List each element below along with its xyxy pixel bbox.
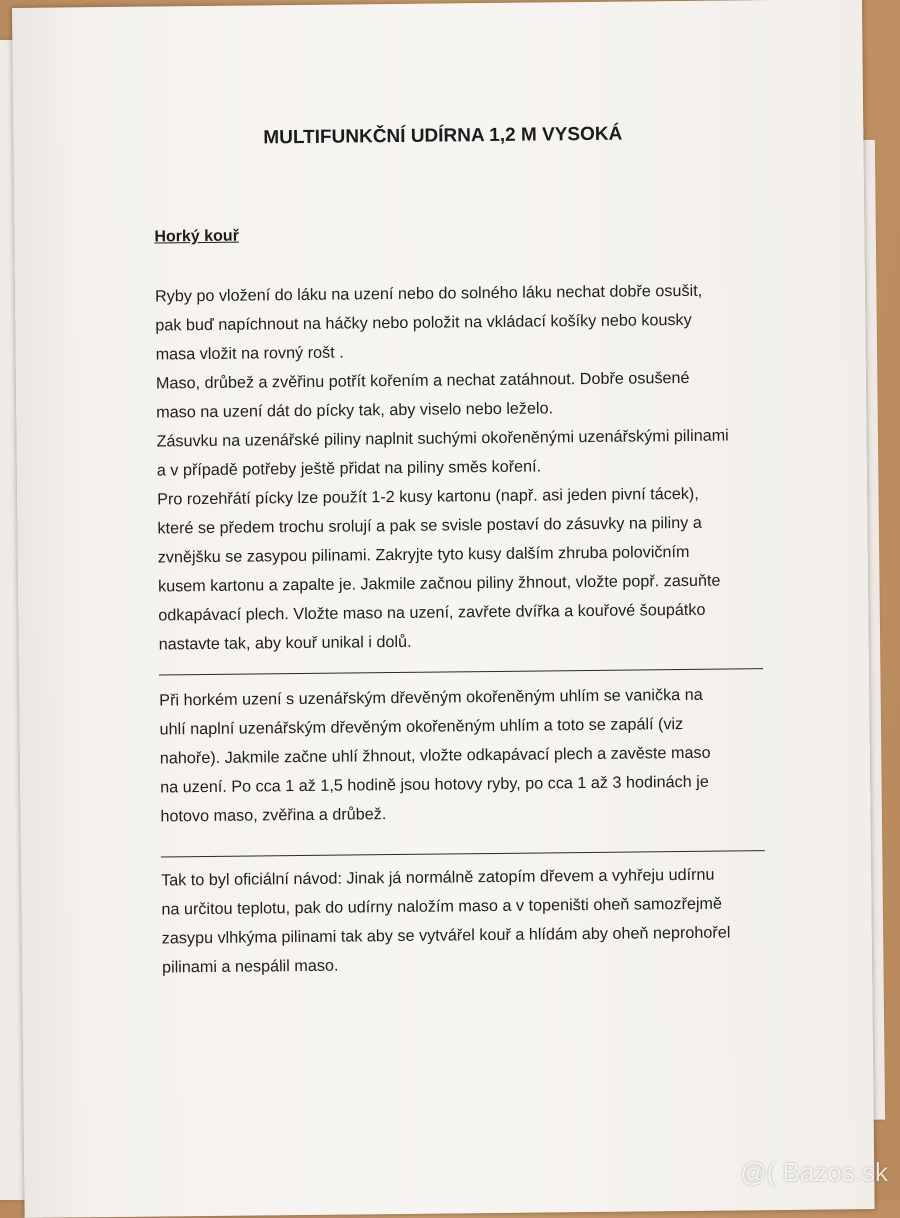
text-line: Zásuvku na uzenářské piliny naplnit suchými okořeněnými uzenářskými pilinami — [156, 426, 729, 451]
text-line: a v případě potřeby ještě přidat na piliny směs koření. — [156, 457, 542, 480]
text-line: Tak to byl oficiální návod: Jinak já normálně zatopím dřevem a vyhřeju udírnu — [161, 865, 715, 890]
text-line: odkapávací plech. Vložte maso na uzení, zavřete dvířka a kouřové šoupátko — [158, 600, 706, 625]
paragraph-instructions — [155, 276, 759, 659]
text-line: na určitou teplotu, pak do udírny naložím maso a v topeništi oheň samozřejmě — [161, 894, 723, 919]
text-line: kusem kartonu a zapalte je. Jakmile začnou piliny žhnout, vložte popř. zasuňte — [157, 571, 721, 596]
text-line: nahoře). Jakmile začne uhlí žhnout, vložte odkapávací plech a zavěste maso — [159, 743, 711, 768]
paragraph-charcoal — [159, 680, 760, 831]
text-line: pak buď napíchnout na háčky nebo položit na vkládací košíky nebo kousky — [155, 310, 692, 335]
paragraph-personal-note — [161, 860, 762, 982]
horizontal-rule — [159, 668, 763, 675]
text-line: hotovo maso, zvěřina a drůbež. — [160, 805, 387, 826]
text-line: Ryby po vložení do láku na uzení nebo do solného láku nechat dobře osušit, — [154, 281, 703, 306]
text-line: Pro rozehřátí pícky lze použít 1-2 kusy kartonu (např. asi jeden pivní tácek), — [157, 484, 699, 509]
text-line: Při horkém uzení s uzenářským dřevěným okořeněným uhlím se vanička na — [159, 685, 703, 710]
text-line: nastavte tak, aby kouř unikal i dolů. — [158, 632, 412, 654]
section-heading: Horký kouř — [154, 227, 239, 246]
text-line: pilinami a nespálil maso. — [161, 956, 339, 977]
text-line: zasypu vlhkýma pilinami tak aby se vytvářel kouř a hlídám aby oheň neprohořel — [161, 923, 731, 948]
horizontal-rule — [161, 850, 765, 857]
document-page — [12, 0, 875, 1218]
text-line: masa vložit na rovný rošt . — [155, 343, 344, 364]
text-line: uhlí naplní uzenářským dřevěným okořeněným uhlím a toto se zapálí (viz — [159, 715, 684, 739]
text-line: maso na uzení dát do pícky tak, aby viselo nebo leželo. — [156, 399, 554, 422]
text-line: na uzení. Po cca 1 až 1,5 hodině jsou hotovy ryby, po cca 1 až 3 hodinách je — [160, 772, 709, 797]
document-title: MULTIFUNKČNÍ UDÍRNA 1,2 M VYSOKÁ — [263, 123, 623, 149]
text-line: které se předem trochu srolují a pak se svisle postaví do zásuvky na piliny a — [157, 513, 702, 538]
bazos-watermark: @( Bazos.sk — [740, 1157, 888, 1187]
text-line: Maso, drůbež a zvěřinu potřít kořením a nechat zatáhnout. Dobře osušené — [155, 368, 690, 393]
text-line: zvnějšku se zasypou pilinami. Zakryjte tyto kusy dalším zhruba polovičním — [157, 542, 690, 567]
